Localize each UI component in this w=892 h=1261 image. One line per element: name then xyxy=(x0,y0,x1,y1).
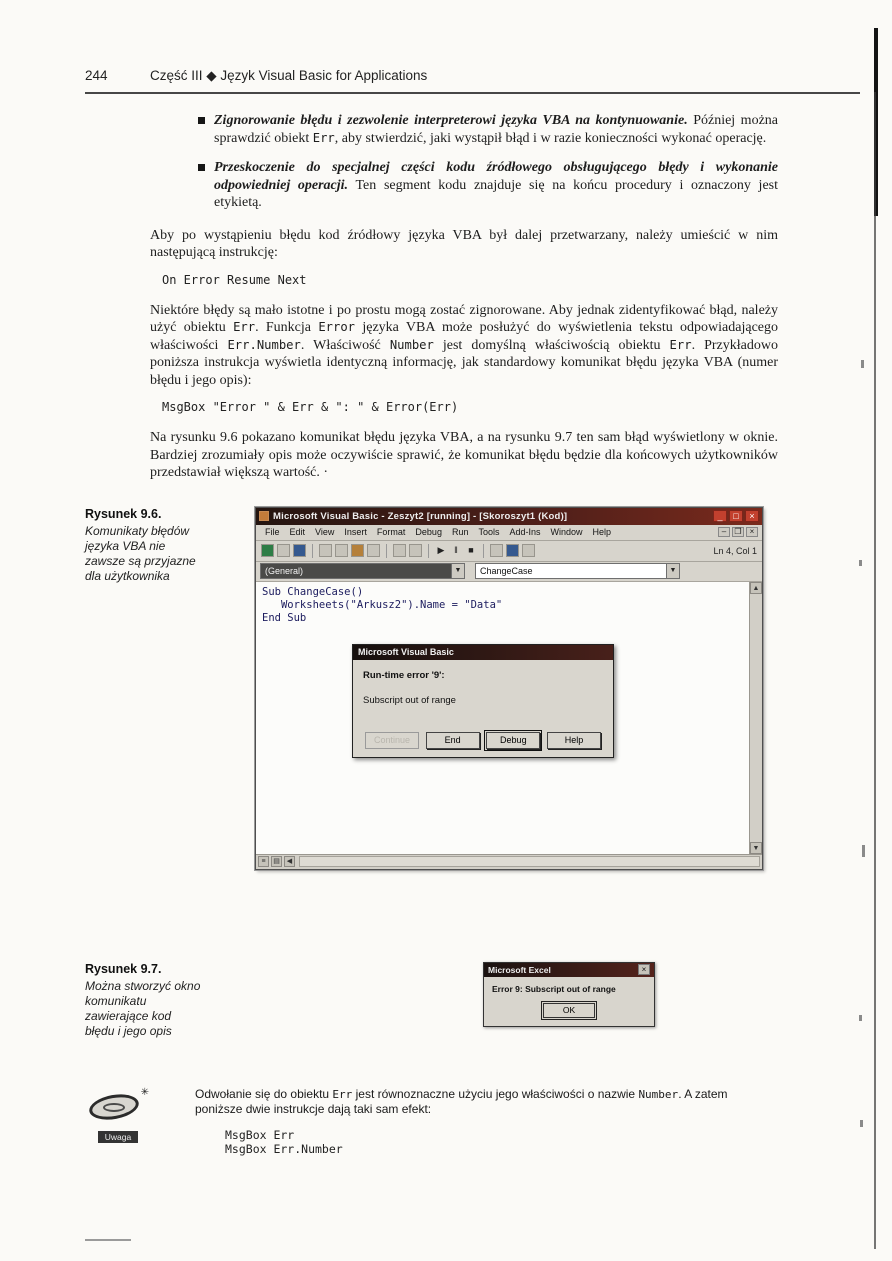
menu-item[interactable]: Tools xyxy=(478,527,500,537)
scan-speck xyxy=(859,560,862,566)
text-segment: Error xyxy=(318,320,356,334)
bullet-text xyxy=(214,112,778,147)
bullet-text xyxy=(214,159,778,212)
menu-item[interactable]: Debug xyxy=(415,527,442,537)
menu-item[interactable]: View xyxy=(315,527,335,537)
error-message-text: Error 9: Subscript out of range xyxy=(492,983,616,994)
code-line: MsgBox Err xyxy=(225,1127,295,1142)
procedure-dropdown[interactable] xyxy=(475,563,680,579)
procedure-dropdown-value: ChangeCase xyxy=(480,566,533,576)
runtime-error-dialog xyxy=(352,644,614,758)
undo-icon[interactable] xyxy=(393,544,406,557)
note-block xyxy=(85,1087,892,1156)
save-icon[interactable] xyxy=(293,544,306,557)
bullet-square-icon xyxy=(198,164,205,171)
page-number: 244 xyxy=(85,68,108,83)
figure-label: Rysunek 9.6. xyxy=(85,506,162,521)
figure-9-6-caption xyxy=(85,507,235,584)
text-segment: Odwołanie się do obiektu xyxy=(195,1086,333,1101)
minimize-icon[interactable]: _ xyxy=(713,510,727,522)
help-button[interactable]: Help xyxy=(547,732,601,749)
paragraph xyxy=(150,302,778,390)
code-snippet-msgbox-error: MsgBox "Error " & Err & ": " & Error(Err) xyxy=(162,400,459,414)
menu-item[interactable]: Insert xyxy=(344,527,367,537)
text-segment: języka VBA może posłużyć do wyświetlenia tekstu odpowiadającego właściwości xyxy=(150,320,778,353)
paragraph: Aby po wystąpieniu błędu kod źródłowy języka VBA był dalej przetwarzany, należy umieścić w nim następującą instrukcję: xyxy=(150,227,778,260)
bullet-square-icon xyxy=(198,117,205,124)
figure-description: Można stworzyć okno komunikatu zawierające kod błędu i jego opis xyxy=(85,978,201,1038)
text-segment: Err xyxy=(312,130,335,145)
bullet-item xyxy=(198,159,778,212)
text-segment: . Funkcja xyxy=(255,320,319,335)
excel-error-dialog xyxy=(483,962,655,1027)
menu-item[interactable]: Help xyxy=(592,527,612,537)
sparkle-icon: ✳ xyxy=(140,1086,149,1098)
text-segment: Później można sprawdzić obiekt xyxy=(214,113,778,146)
mdi-minimize-icon[interactable]: – xyxy=(718,527,730,537)
window-controls xyxy=(713,510,759,522)
error-number-text: Run-time error '9': xyxy=(363,669,445,681)
properties-window-icon[interactable] xyxy=(522,544,535,557)
toolbar-separator xyxy=(312,544,313,558)
dialog-buttons xyxy=(363,732,603,749)
reset-icon[interactable]: ■ xyxy=(468,545,474,555)
menu-item[interactable]: Add-Ins xyxy=(509,527,541,537)
scan-edge-line xyxy=(874,92,876,1249)
paragraph: Na rysunku 9.6 pokazano komunikat błędu języka VBA, a na rysunku 9.7 ten sam błąd wyświetlony w oknie. Bardziej zrozumiały opis może oczywiście sprawić, że komunikat błędu będzie dla końcowych użytkowników przedstawiał większą wartość. · xyxy=(150,430,778,480)
bullet-item xyxy=(198,112,778,147)
vbe-menubar xyxy=(256,525,762,541)
text-segment: Err.Number xyxy=(227,337,301,352)
text-segment: jest równoznaczne użyciu jego właściwości o nazwie xyxy=(352,1086,639,1101)
cut-icon[interactable] xyxy=(319,544,332,557)
stamp-icon xyxy=(85,1087,151,1127)
toolbar-separator xyxy=(483,544,484,558)
scan-speck xyxy=(859,1015,862,1021)
menu-item[interactable]: Window xyxy=(550,527,583,537)
note-text xyxy=(195,1087,775,1118)
scan-speck xyxy=(861,360,864,368)
vb-app-icon xyxy=(259,511,269,521)
scan-speck xyxy=(860,1120,863,1127)
dialog-titlebar xyxy=(353,645,613,660)
horizontal-scrollbar[interactable] xyxy=(299,856,760,867)
note-badge: Uwaga xyxy=(98,1131,138,1143)
design-mode-icon[interactable] xyxy=(490,544,503,557)
mdi-child-controls xyxy=(718,527,758,537)
figure-label: Rysunek 9.7. xyxy=(85,961,162,976)
code-editor[interactable] xyxy=(256,582,762,854)
vbe-combo-row xyxy=(256,562,762,582)
running-header-title: Część III ◆ Język Visual Basic for Applications xyxy=(150,68,428,83)
text-segment: . A zatem poniższe dwie instrukcje dają taki sam efekt: xyxy=(195,1086,728,1116)
scroll-left-icon[interactable]: ◀ xyxy=(284,856,295,867)
text-segment: . Przykładowo poniższa instrukcja wyświetla identyczną informację, jak standardowy komunikat błędu języka VBA (numer błędu i jego opis): xyxy=(150,337,778,388)
toolbar-separator xyxy=(428,544,429,558)
figure-9-6 xyxy=(85,507,892,870)
code-listing xyxy=(256,582,762,629)
view-excel-icon[interactable] xyxy=(261,544,274,557)
continue-button: Continue xyxy=(365,732,419,749)
chevron-down-icon[interactable]: ▼ xyxy=(666,564,679,578)
run-icon[interactable]: ▶ xyxy=(437,545,445,555)
figure-description: Komunikaty błędów języka VBA nie zawsze są przyjazne dla użytkownika xyxy=(85,523,196,583)
dialog-body xyxy=(353,660,613,757)
dialog-body xyxy=(484,977,654,1026)
dialog-title: Microsoft Visual Basic xyxy=(358,647,454,657)
vbe-bottom-strip xyxy=(256,854,762,869)
debug-button[interactable]: Debug xyxy=(486,732,540,749)
menu-item[interactable]: Format xyxy=(376,527,406,537)
code-line: MsgBox Err.Number xyxy=(225,1141,343,1156)
chevron-down-icon[interactable]: ▼ xyxy=(451,564,464,578)
text-segment: Ten segment kodu znajduje się na końcu procedury i oznaczony jest etykietą. xyxy=(214,177,778,210)
text-segment: Err xyxy=(332,1087,353,1101)
code-line: Worksheets("Arkusz2").Name = "Data" xyxy=(262,598,503,611)
mdi-restore-icon[interactable]: ❐ xyxy=(732,527,744,537)
break-icon[interactable]: ‖ xyxy=(454,545,458,555)
text-segment: jest domyślną właściwością obiektu xyxy=(433,337,670,353)
error-description-text: Subscript out of range xyxy=(363,694,456,706)
vbe-titlebar xyxy=(256,508,762,525)
vertical-scrollbar[interactable] xyxy=(749,582,762,854)
text-segment: Err xyxy=(669,337,692,352)
vbe-toolbar xyxy=(256,541,762,562)
figure-9-7-caption xyxy=(85,962,235,1039)
ok-button[interactable]: OK xyxy=(543,1003,595,1018)
header-rule xyxy=(85,92,860,94)
close-icon[interactable]: × xyxy=(745,510,759,522)
copy-icon[interactable] xyxy=(335,544,348,557)
text-segment: Number xyxy=(389,337,434,352)
full-module-view-icon[interactable]: ▤ xyxy=(271,856,282,867)
find-icon[interactable] xyxy=(367,544,380,557)
close-icon[interactable]: × xyxy=(638,964,650,975)
code-line: Sub ChangeCase() xyxy=(262,585,364,598)
object-dropdown-value: (General) xyxy=(265,566,304,576)
code-snippet-on-error: On Error Resume Next xyxy=(162,272,307,287)
menu-item[interactable]: Edit xyxy=(289,527,306,537)
menu-item[interactable]: Run xyxy=(451,527,469,537)
mdi-close-icon[interactable]: × xyxy=(746,527,758,537)
redo-icon[interactable] xyxy=(409,544,422,557)
text-segment: . Właściwość xyxy=(300,337,390,353)
note-code-snippet xyxy=(225,1128,775,1156)
paste-icon[interactable] xyxy=(351,544,364,557)
menu-item[interactable]: File xyxy=(265,527,280,537)
figure-9-7 xyxy=(85,962,892,1039)
project-explorer-icon[interactable] xyxy=(506,544,519,557)
scroll-down-icon[interactable]: ▼ xyxy=(750,842,762,854)
text-segment: Przeskoczenie do specjalnej części kodu źródłowego obsługującego błędy i wykonanie odpowiedniej operacji. xyxy=(214,160,778,193)
note-body xyxy=(195,1087,775,1156)
body-text-column xyxy=(150,112,778,482)
stamp-ellipse-inner xyxy=(103,1103,125,1112)
text-segment: Niektóre błędy są mało istotne i po prostu mogą zostać zignorowane. Aby jednak zidentyfikować błąd, należy użyć obiektu xyxy=(150,302,778,335)
code-line: End Sub xyxy=(262,611,307,624)
object-dropdown[interactable] xyxy=(260,563,465,579)
insert-userform-icon[interactable] xyxy=(277,544,290,557)
end-button[interactable]: End xyxy=(426,732,480,749)
text-segment: , aby stwierdzić, jaki wystąpił błąd i w razie konieczności wykonać operację. xyxy=(334,130,767,146)
text-segment: Zignorowanie błędu i zezwolenie interpreterowi języka VBA na kontynuowanie. xyxy=(214,113,688,128)
toolbar-separator xyxy=(386,544,387,558)
maximize-icon[interactable]: □ xyxy=(729,510,743,522)
text-segment: Err xyxy=(233,320,256,334)
note-icon xyxy=(85,1087,151,1156)
vbe-window-title: Microsoft Visual Basic - Zeszyt2 [running] - [Skoroszyt1 (Kod)] xyxy=(273,510,568,522)
dialog-title: Microsoft Excel xyxy=(488,964,551,975)
dialog-titlebar xyxy=(484,963,654,977)
vbe-window-screenshot xyxy=(255,507,763,870)
procedure-view-icon[interactable]: ≡ xyxy=(258,856,269,867)
scan-bottom-mark xyxy=(85,1239,131,1241)
page-header xyxy=(85,68,892,84)
cursor-position-status: Ln 4, Col 1 xyxy=(713,545,757,556)
scan-speck xyxy=(862,845,865,857)
text-segment: Number xyxy=(638,1087,679,1101)
menu-items xyxy=(260,527,718,537)
scroll-up-icon[interactable]: ▲ xyxy=(750,582,762,594)
